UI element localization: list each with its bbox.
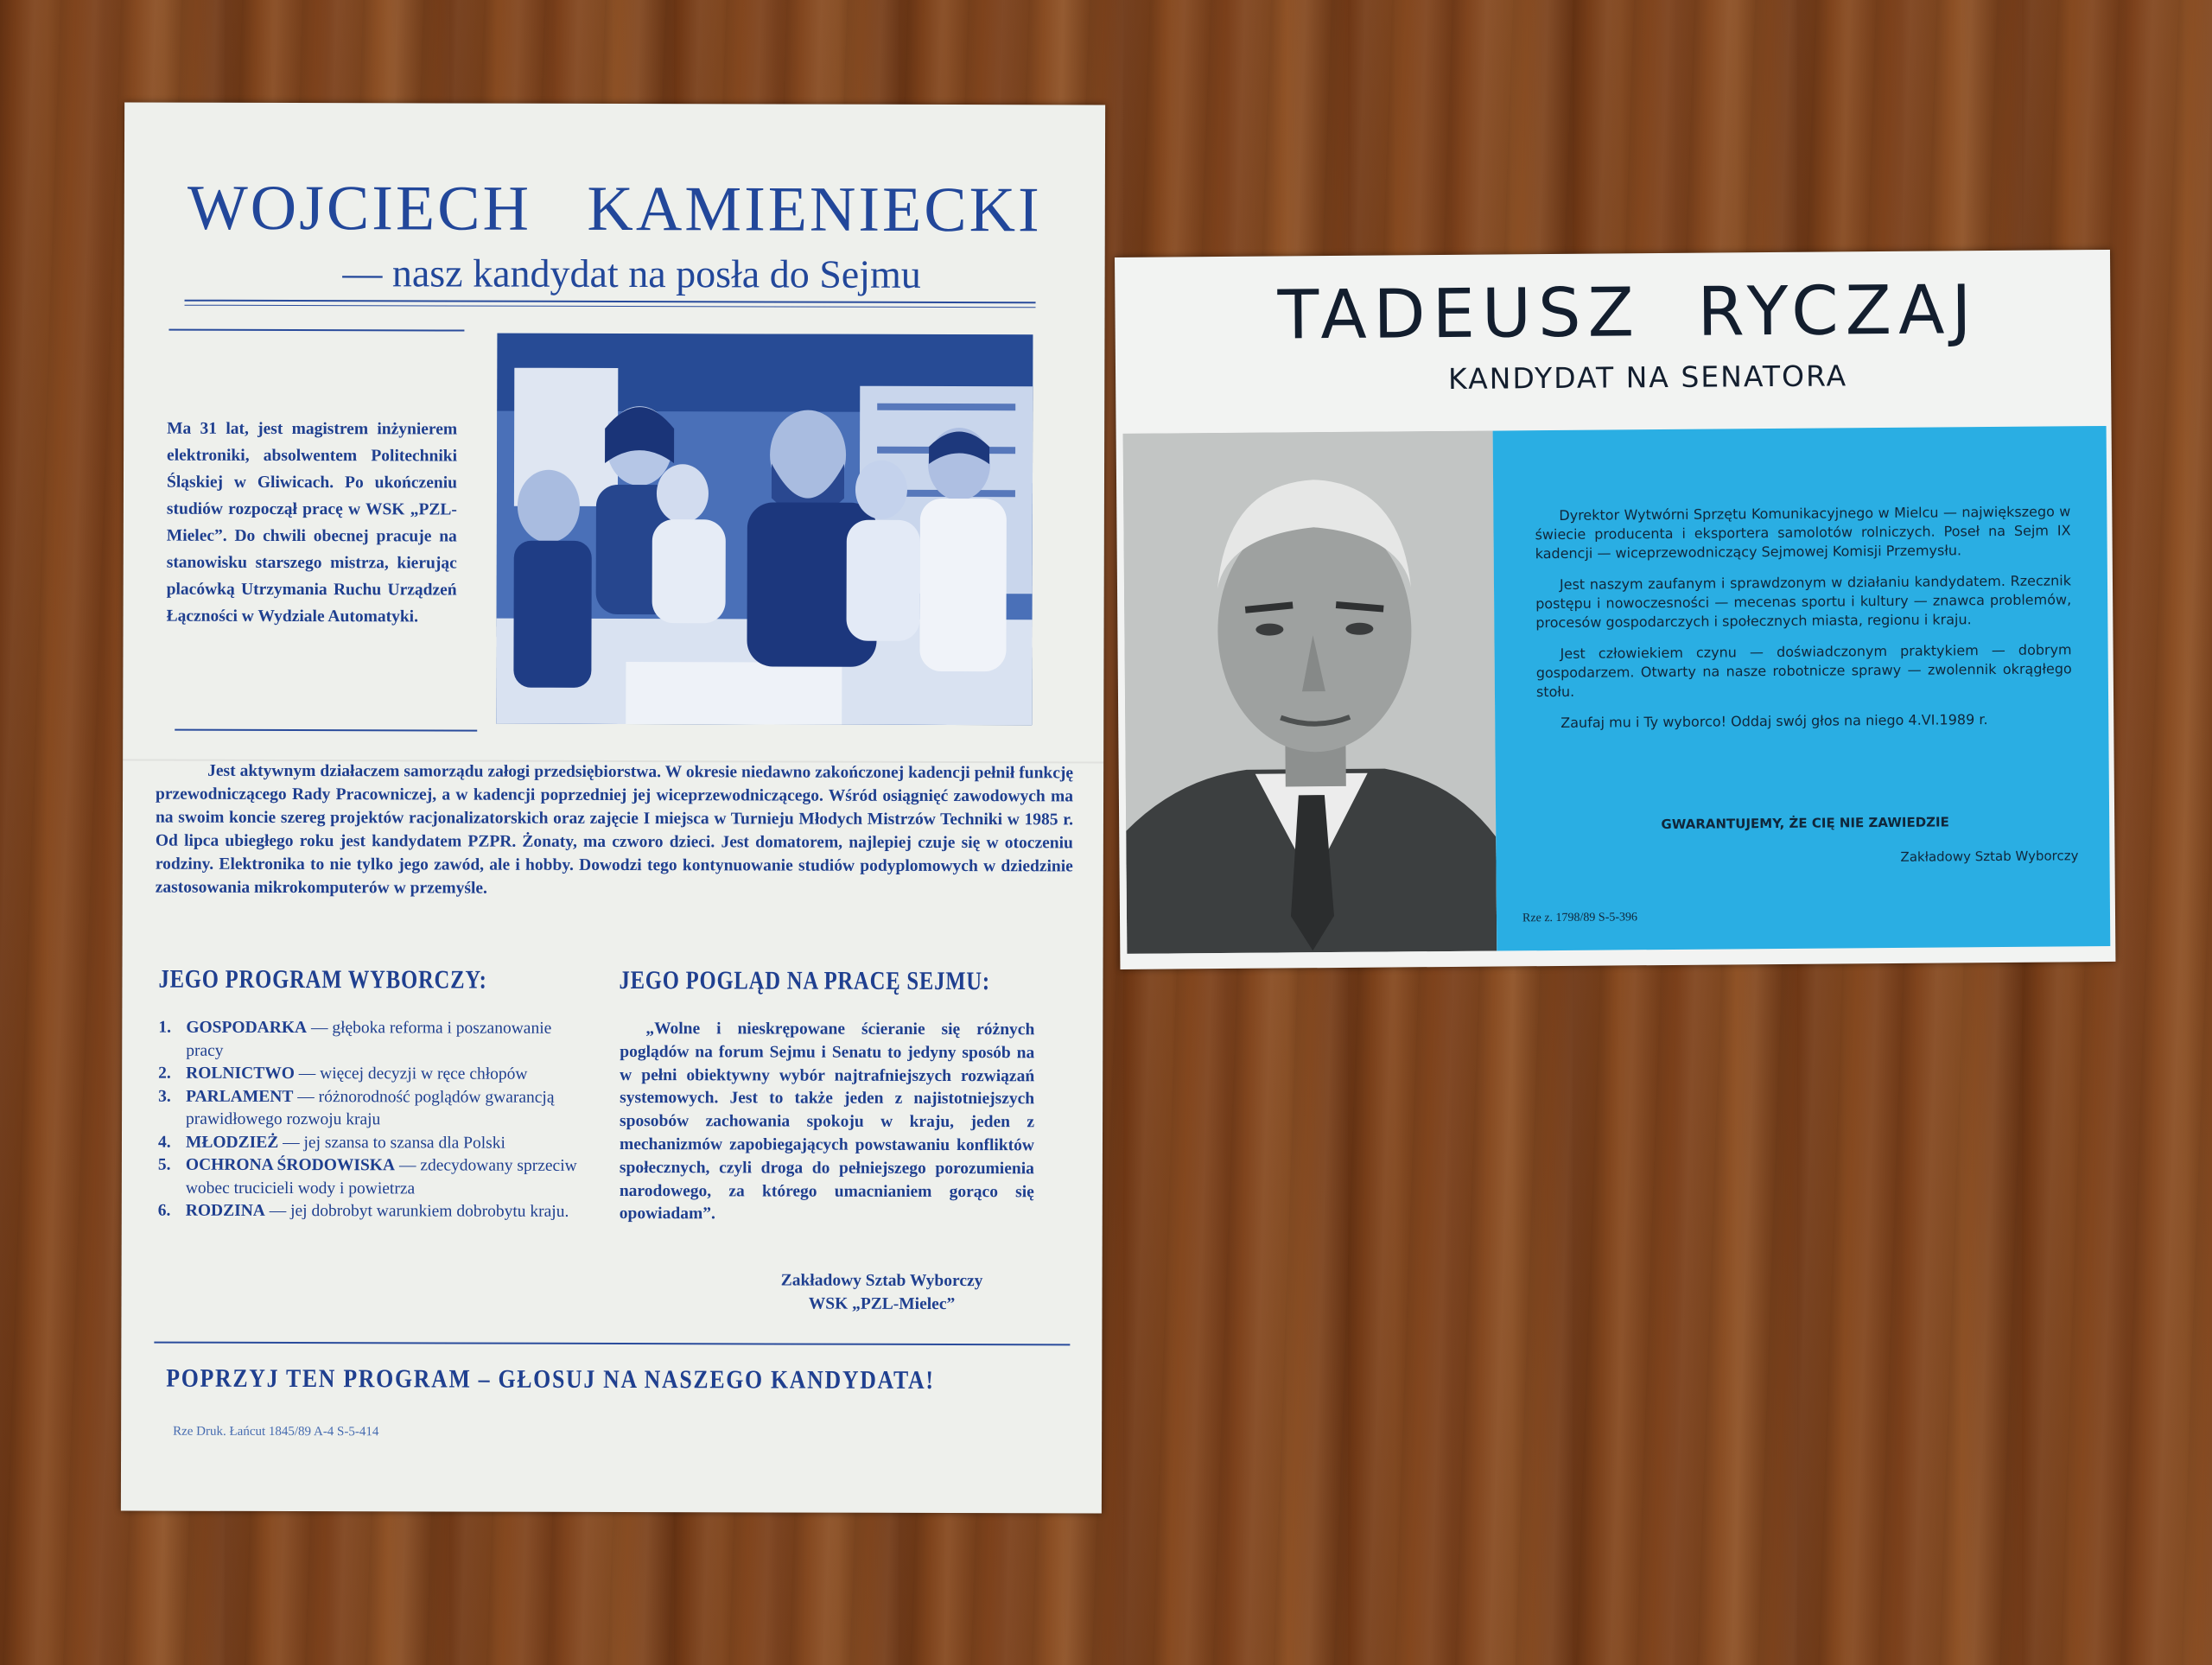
view-heading: JEGO POGLĄD NA PRACĘ SEJMU: [619, 966, 990, 996]
candidate-bio: Ma 31 lat, jest magistrem inżynierem elektroniki, absolwentem Politechniki Śląskiej w Gliwicach. Po ukończeniu studiów rozpoczął pracę w WSK „PZL-Mielec”. Do chwili obecnej pracuje na stanowisku starszego mistrza, kierując placówką Utrzymania Ruchu Urządzeń Łączności w Wydziale Automatyki. [166, 419, 458, 626]
guarantee-text: GWARANTUJEMY, ŻE CIĘ NIE ZAWIEDZIE [1661, 814, 1949, 833]
left-subtitle: — nasz kandydat na posła do Sejmu [342, 251, 921, 296]
right-signature: Zakładowy Sztab Wyborczy [1900, 848, 2079, 865]
bio-rule-top [168, 329, 464, 332]
program-item: 5. OCHRONA ŚRODOWISKA — zdecydowany sprzeciw wobec trucicieli wody i powietrza [157, 1155, 577, 1198]
bio-rule-bottom [175, 729, 477, 732]
signature-line-2: WSK „PZL-Mielec” [808, 1294, 956, 1314]
info-paragraph-2: Jest naszym zaufanym i sprawdzonym w działaniu kandydatem. Rzecznik postępu i nowoczesności — mecenas sportu i kultury — znawca problemów, procesów gospodarczych i społecznych miasta, regionu i kraju. [1535, 572, 2072, 632]
program-list [158, 1017, 591, 1224]
program-heading: JEGO PROGRAM WYBORCZY: [158, 964, 487, 995]
program-item: 2. ROLNICTWO — więcej decyzji w ręce chłopów [158, 1064, 528, 1084]
info-paragraph-1: Dyrektor Wytwórni Sprzętu Komunikacyjnego w Mielcu — największego w świecie producenta i eksportera samolotów rolniczych. Poseł na Sejm IX kadencji — wiceprzewodniczący Sejmowej Komisji Przemysłu. [1535, 503, 2071, 562]
family-photo [496, 334, 1033, 726]
candidate-quote: „Wolne i nieskrępowane ścieranie się różnych poglądów na forum Sejmu i Senatu to jedyny sposób na w pełni obiektywny wybór najtrafniejszych rozwiązań systemowych. Jest to także jeden z najistotniejszych sposobów zachowania spokoju w kraju, jeden z mechanizmów zapobiegających powstawaniu konfliktów społecznych, czyli droga do pełniejszego porozumienia narodowego, za którego umacnianiem gorąco się opowiadam”. [619, 1020, 1035, 1223]
info-paragraph-3: Jest człowiekiem czynu — doświadczonym praktykiem — dobrym gospodarzem. Otwarty na nasze robotnicze sprawy — zwolennik okrągłego stołu. [1535, 641, 2072, 701]
program-item: 6. RODZINA — jej dobrobyt warunkiem dobrobytu kraju. [157, 1201, 569, 1221]
left-signature [726, 1268, 1037, 1316]
right-title: TADEUSZ RYCZAJ [1277, 271, 1979, 355]
candidate-portrait [1123, 431, 1497, 954]
right-leaflet [1115, 250, 2115, 969]
footer-rule [154, 1342, 1070, 1346]
signature-line-1: Zakładowy Sztab Wyborczy [780, 1271, 983, 1291]
left-leaflet [121, 103, 1105, 1514]
program-item: 3. PARLAMENT — różnorodność poglądów gwarancją prawidłowego rozwoju kraju [158, 1087, 555, 1129]
title-rule-thin [185, 305, 1036, 308]
program-item: 4. MŁODZIEŻ — jej szansa to szansa dla Polski [157, 1133, 505, 1153]
title-rule [185, 300, 1036, 304]
right-subtitle: KANDYDAT NA SENATORA [1447, 359, 1848, 396]
candidate-info [1535, 502, 2072, 745]
info-paragraph-4: Zaufaj mu i Ty wyborco! Oddaj swój głos na niego 4.VI.1989 r. [1560, 711, 1988, 731]
candidate-description: Jest aktywnym działaczem samorządu załogi przedsiębiorstwa. W okresie niedawno zakończonej kadencji pełnił funkcję przewodniczącego Rady Pracowniczej, a w kadencji poprzedniej jej wiceprzewodniczącego. Wśród osiągnięć zawodowych ma na swoim koncie szereg projektów racjonalizatorskich oraz zajęcie I miejsca w Turnieju Młodych Mistrzów Techniki w 1985 r. Od lipca ubiegłego roku jest kandydatem PZPR. Żonaty, ma czworo dzieci. Jest domatorem, najlepiej czuje się w otoczeniu rodziny. Elektronika to nie tylko jego zawód, ale i hobby. Dowodzi tego kontynuowanie studiów podyplomowych w dziedzinie zastosowania mikrokomputerów w przemyśle. [155, 761, 1074, 898]
info-panel [1493, 426, 2111, 951]
left-print-info: Rze Druk. Łańcut 1845/89 A-4 S-5-414 [173, 1424, 379, 1439]
program-item: 1. GOSPODARKA — głęboka reforma i poszanowanie pracy [158, 1018, 552, 1060]
right-print-info: Rze z. 1798/89 S-5-396 [1522, 911, 1638, 925]
footer-slogan: POPRZYJ TEN PROGRAM – GŁOSUJ NA NASZEGO KANDYDATA! [166, 1363, 935, 1395]
left-title: WOJCIECH KAMIENIECKI [187, 172, 1042, 246]
